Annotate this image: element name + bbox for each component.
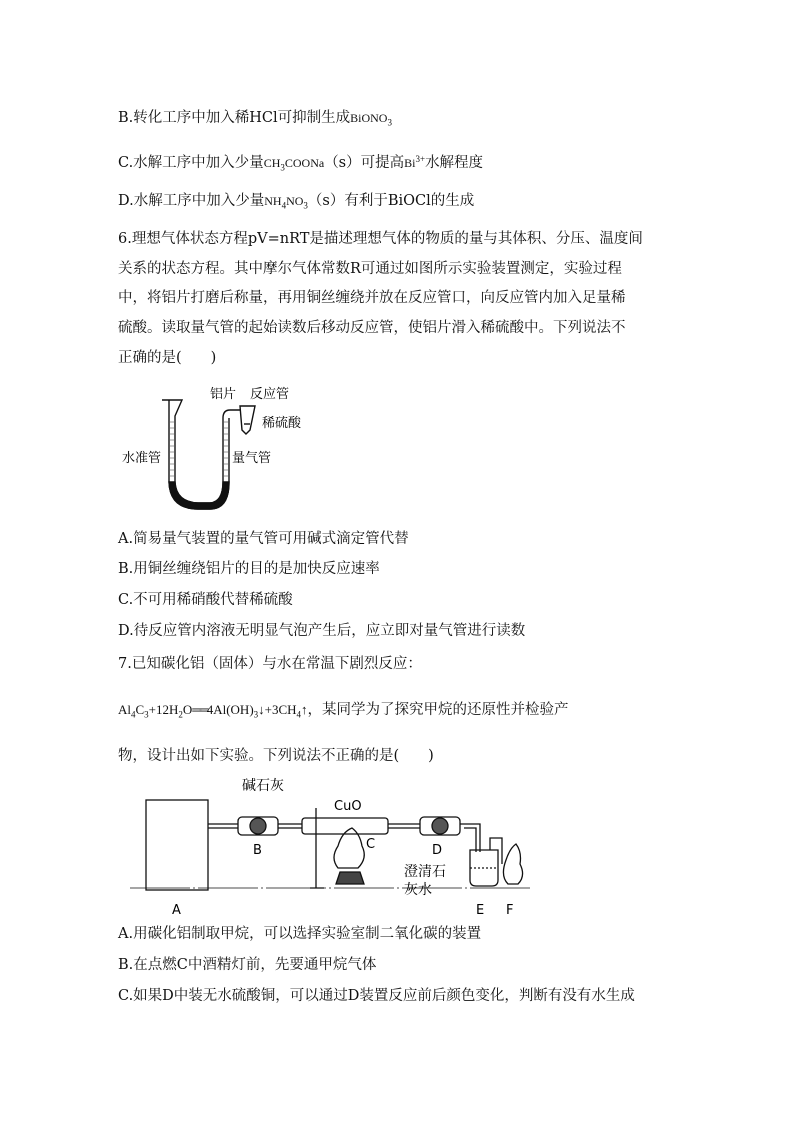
tube-a-b bbox=[208, 824, 238, 828]
gas-measurement-apparatus-figure bbox=[110, 382, 330, 512]
q6-line-3: 中，将铝片打磨后称量，再用铜丝缠绕并放在反应管口，向反应管内加入足量稀 bbox=[118, 290, 626, 306]
reaction-tube bbox=[240, 406, 255, 434]
superscript: 3+ bbox=[415, 154, 426, 164]
lamp-base bbox=[336, 872, 364, 884]
q6-option-c: C.不可用稀硝酸代替稀硫酸 bbox=[118, 592, 293, 608]
label-a: A bbox=[172, 903, 181, 918]
q6-option-d: D.待反应管内溶液无明显气泡产生后，应立即对量气管进行读数 bbox=[118, 623, 526, 639]
label-soda-lime: 碱石灰 bbox=[242, 778, 284, 794]
label-level-tube: 水准管 bbox=[122, 451, 162, 466]
q7-option-c: C.如果D中装无水硫酸铜，可以通过D装置反应前后颜色变化，判断有没有水生成 bbox=[118, 988, 635, 1004]
label-d: D bbox=[432, 843, 443, 858]
q6-line-2: 关系的状态方程。其中摩尔气体常数R可通过如图所示实验装置测定，实验过程 bbox=[118, 261, 622, 277]
q6-option-a: A.简易量气装置的量气管可用碱式滴定管代替 bbox=[118, 531, 409, 547]
q7-intro: 7.已知碳化铝（固体）与水在常温下剧烈反应： bbox=[118, 656, 422, 672]
label-f: F bbox=[506, 903, 514, 918]
q5-option-c bbox=[118, 149, 483, 177]
option-c-text: C.水解工序中加入少量 bbox=[118, 155, 264, 171]
subscript: 3 bbox=[280, 162, 285, 173]
q7-line-2: 物，设计出如下实验。下列说法不正确的是( ) bbox=[118, 748, 434, 764]
q5-option-b bbox=[118, 108, 392, 132]
equation-tail: ，某同学为了探究甲烷的还原性并检验产 bbox=[307, 702, 569, 718]
reaction-equation: $Al_4C_3+12H_2O══4Al(OH)_3↓+3CH_4↑$ bbox=[118, 702, 308, 720]
subscript: 3 bbox=[303, 200, 308, 211]
liquid-fill bbox=[169, 482, 229, 509]
stand bbox=[310, 808, 324, 888]
option-c-tail: 水解程度 bbox=[425, 155, 484, 171]
label-reaction-tube: 反应管 bbox=[250, 387, 290, 402]
q7-option-b: B.在点燃C中酒精灯前，先要通甲烷气体 bbox=[118, 957, 377, 973]
ion: Bi bbox=[404, 156, 416, 170]
option-d-tail: （s）有利于BiOCl的生成 bbox=[307, 193, 475, 209]
label-cuo: CuO bbox=[334, 799, 362, 814]
option-d-text: D.水解工序中加入少量 bbox=[118, 193, 265, 209]
label-aluminum: 铝片 bbox=[210, 387, 237, 402]
q5-option-d bbox=[118, 191, 474, 215]
subscript: 4 bbox=[281, 200, 287, 211]
reagent: CH bbox=[263, 156, 281, 170]
reagent: NH bbox=[264, 194, 282, 208]
label-c: C bbox=[366, 837, 376, 852]
formula: BiONO bbox=[350, 111, 388, 125]
apparatus-a bbox=[146, 800, 208, 890]
methane-apparatus-figure bbox=[130, 772, 540, 920]
q6-line-5: 正确的是( ) bbox=[118, 350, 217, 366]
d-bulb bbox=[432, 818, 448, 834]
label-e: E bbox=[476, 903, 485, 918]
q6-line-1: 6.理想气体状态方程pV=nRT是描述理想气体的物质的量与其体积、分压、温度间 bbox=[118, 231, 643, 247]
tube-d-e bbox=[460, 824, 480, 852]
q6-line-4: 硫酸。读取量气管的起始读数后移动反应管，使铝片滑入稀硫酸中。下列说法不 bbox=[118, 320, 626, 336]
q7-equation-line bbox=[118, 700, 569, 725]
state-text: （s）可提高 bbox=[324, 155, 405, 171]
label-limewater-2: 灰水 bbox=[404, 882, 432, 898]
tube-e-f bbox=[490, 838, 502, 864]
subscript: 3 bbox=[387, 117, 392, 128]
q7-option-a: A.用碳化铝制取甲烷，可以选择实验室制二氧化碳的装置 bbox=[118, 926, 482, 942]
label-b: B bbox=[253, 843, 262, 858]
label-gas-burette: 量气管 bbox=[232, 451, 272, 466]
option-b-text: B.转化工序中加入稀HCl可抑制生成 bbox=[118, 110, 351, 126]
label-limewater-1: 澄清石 bbox=[404, 864, 446, 880]
reagent-mid: NO bbox=[286, 194, 304, 208]
tube-c-d bbox=[388, 824, 420, 828]
flame-f bbox=[503, 844, 522, 884]
label-acid: 稀硫酸 bbox=[262, 416, 302, 431]
q6-option-b: B.用铜丝缠绕铝片的目的是加快反应速率 bbox=[118, 561, 380, 577]
combustion-tube-c bbox=[302, 818, 388, 834]
tube-b-c bbox=[278, 824, 302, 828]
soda-lime-bulb bbox=[250, 818, 266, 834]
reagent-tail: COONa bbox=[284, 156, 325, 170]
